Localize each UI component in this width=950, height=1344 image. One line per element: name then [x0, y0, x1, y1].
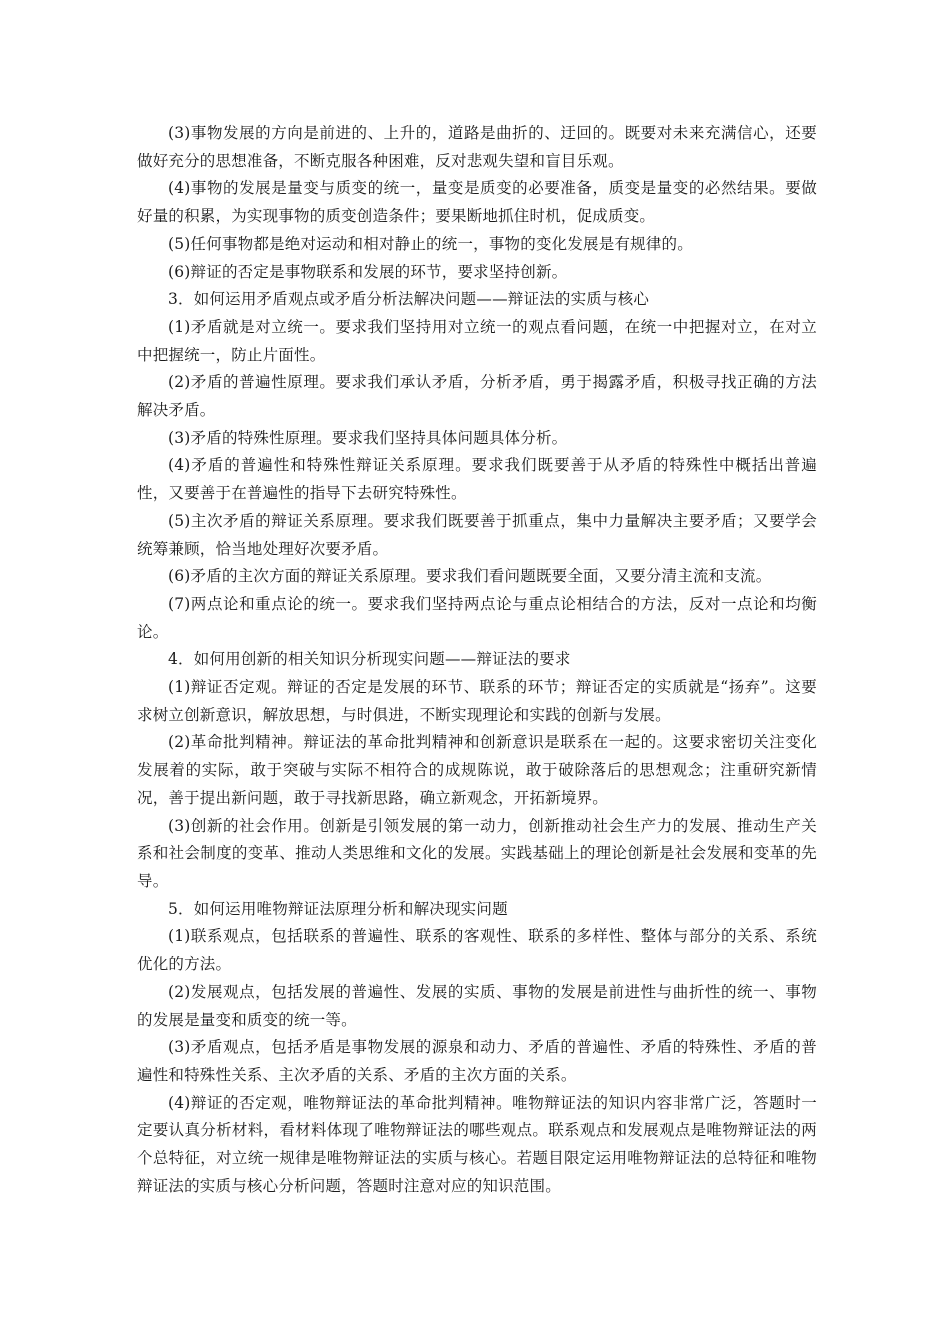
paragraph-particularity-of-contradiction: (3)矛盾的特殊性原理。要求我们坚持具体问题具体分析。 — [168, 428, 568, 447]
paragraph-universality-of-contradiction: (2)矛盾的普遍性原理。要求我们承认矛盾，分析矛盾，勇于揭露矛盾，积极寻找正确的方法解决矛盾。 — [137, 373, 817, 420]
section-heading-4: 4．如何用创新的相关知识分析现实问题——辩证法的要求 — [168, 650, 571, 669]
paragraph-quantitative-qualitative-change: (4)事物的发展是量变与质变的统一，量变是质变的必要准备，质变是量变的必然结果。要做好量的积累，为实现事物的质变创造条件；要果断地抓住时机，促成质变。 — [137, 179, 817, 226]
paragraph-contradiction-unity: (1)矛盾就是对立统一。要求我们坚持用对立统一的观点看问题，在统一中把握对立，在对立中把握统一，防止片面性。 — [137, 317, 817, 364]
paragraph-two-point-key-point-theory: (7)两点论和重点论的统一。要求我们坚持两点论与重点论相结合的方法，反对一点论和均衡论。 — [137, 594, 817, 641]
document-body — [137, 120, 817, 1200]
paragraph-negation-and-critical-spirit: (4)辩证的否定观，唯物辩证法的革命批判精神。唯物辩证法的知识内容非常广泛，答题时一定要认真分析材料，看材料体现了唯物辩证法的哪些观点。联系观点和发展观点是唯物辩证法的两个总特征，对立统一规律是唯物辩证法的实质与核心。若题目限定运用唯物辩证法的总特征和唯物辩证法的实质与核心分析问题，答题时注意对应的知识范围。 — [137, 1093, 817, 1195]
paragraph-view-of-connection: (1)联系观点，包括联系的普遍性、联系的客观性、联系的多样性、整体与部分的关系、系统优化的方法。 — [137, 927, 817, 974]
paragraph-universality-particularity-relation: (4)矛盾的普遍性和特殊性辩证关系原理。要求我们既要善于从矛盾的特殊性中概括出普遍性，又要善于在普遍性的指导下去研究特殊性。 — [137, 456, 817, 503]
paragraph-motion-and-rest: (5)任何事物都是绝对运动和相对静止的统一，事物的变化发展是有规律的。 — [168, 234, 693, 253]
paragraph-social-role-of-innovation: (3)创新的社会作用。创新是引领发展的第一动力，创新推动社会生产力的发展、推动生产关系和社会制度的变革、推动人类思维和文化的发展。实践基础上的理论创新是社会发展和变革的先导。 — [137, 816, 817, 890]
section-heading-5: 5．如何运用唯物辩证法原理分析和解决现实问题 — [168, 899, 508, 918]
paragraph-dialectical-negation-view: (1)辩证否定观。辩证的否定是发展的环节、联系的环节；辩证否定的实质就是“扬弃”。这要求树立创新意识，解放思想，与时俱进，不断实现理论和实践的创新与发展。 — [137, 678, 817, 724]
paragraph-view-of-development: (2)发展观点，包括发展的普遍性、发展的实质、事物的发展是前进性与曲折性的统一、事物的发展是量变和质变的统一等。 — [137, 982, 817, 1029]
paragraph-view-of-contradiction: (3)矛盾观点，包括矛盾是事物发展的源泉和动力、矛盾的普遍性、矛盾的特殊性、矛盾的普遍性和特殊性关系、主次矛盾的关系、矛盾的主次方面的关系。 — [137, 1038, 817, 1084]
paragraph-revolutionary-critical-spirit: (2)革命批判精神。辩证法的革命批判精神和创新意识是联系在一起的。这要求密切关注变化发展着的实际，敢于突破与实际不相符合的成规陈说，敢于破除落后的思想观念；注重研究新情况，善于提出新问题，敢于寻找新思路，确立新观念，开拓新境界。 — [137, 733, 817, 807]
paragraph-principal-secondary-contradictions: (5)主次矛盾的辩证关系原理。要求我们既要善于抓重点，集中力量解决主要矛盾；又要学会统筹兼顾，恰当地处理好次要矛盾。 — [137, 511, 817, 558]
section-heading-3: 3．如何运用矛盾观点或矛盾分析法解决问题——辩证法的实质与核心 — [168, 290, 650, 309]
paragraph-principal-secondary-aspects: (6)矛盾的主次方面的辩证关系原理。要求我们看问题既要全面，又要分清主流和支流。 — [168, 567, 772, 586]
paragraph-direction-of-development: (3)事物发展的方向是前进的、上升的，道路是曲折的、迂回的。既要对未来充满信心，还要做好充分的思想准备，不断克服各种困难，反对悲观失望和盲目乐观。 — [137, 124, 817, 170]
paragraph-dialectical-negation: (6)辩证的否定是事物联系和发展的环节，要求坚持创新。 — [168, 262, 568, 281]
